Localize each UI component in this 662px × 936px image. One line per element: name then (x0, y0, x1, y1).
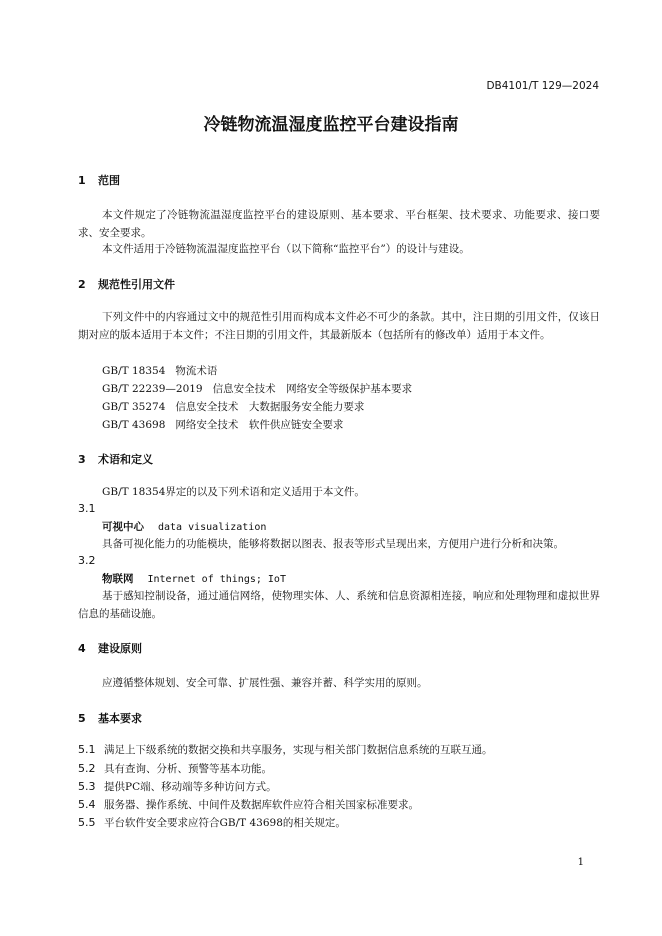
requirement-text: 服务器、操作系统、中间件及数据库软件应符合相关国家标准要求。 (104, 799, 419, 811)
requirement-item (78, 815, 346, 830)
reference-code: GB/T 35274 (102, 401, 166, 413)
paragraph: 应遵循整体规划、安全可靠、扩展性强、兼容并蓄、科学实用的原则。 (102, 677, 428, 689)
document-code: DB4101/T 129—2024 (486, 80, 599, 92)
reference-name: 网络安全技术 软件供应链安全要求 (175, 419, 344, 431)
reference-item (102, 381, 422, 396)
requirement-text: 提供PC端、移动端等多种访问方式。 (104, 781, 277, 793)
reference-item (102, 363, 227, 378)
reference-name: 信息安全技术 网络安全等级保护基本要求 (212, 383, 413, 395)
reference-item (102, 399, 374, 414)
reference-item (102, 417, 353, 432)
reference-code: GB/T 18354 (102, 365, 166, 377)
section-title: 基本要求 (98, 712, 142, 725)
requirement-text: 平台软件安全要求应符合GB/T 43698的相关规定。 (104, 817, 346, 829)
section-heading-1 (78, 172, 120, 188)
reference-name: 物流术语 (175, 365, 218, 377)
requirement-number: 5.1 (78, 743, 96, 756)
page-number: 1 (577, 857, 584, 868)
term-english: data visualization (158, 522, 267, 533)
section-heading-3 (78, 451, 153, 467)
paragraph: 本文件适用于冷链物流温湿度监控平台（以下简称“监控平台”）的设计与建设。 (102, 243, 470, 255)
reference-code: GB/T 22239—2019 (102, 383, 203, 395)
term-entry (102, 519, 266, 534)
section-heading-2 (78, 276, 175, 292)
section-number: 3 (78, 453, 86, 466)
requirement-item (78, 779, 277, 794)
section-number: 1 (78, 174, 86, 187)
term-definition: 基于感知控制设备，通过通信网络，使物理实体、人、系统和信息资源相连接，响应和处理物理和虚拟世界信息的基础设施。 (78, 590, 600, 620)
requirement-number: 5.3 (78, 780, 96, 793)
reference-name: 信息安全技术 大数据服务安全能力要求 (175, 401, 365, 413)
requirement-number: 5.5 (78, 816, 96, 829)
section-heading-4 (78, 640, 142, 656)
section-title: 术语和定义 (98, 453, 153, 466)
term-chinese: 可视中心 (102, 521, 144, 533)
section-title: 范围 (98, 174, 120, 187)
paragraph: 下列文件中的内容通过文中的规范性引用而构成本文件必不可少的条款。其中，注日期的引用文件，仅该日期对应的版本适用于本文件；不注日期的引用文件，其最新版本（包括所有的修改单）适用于本文件。 (78, 311, 600, 341)
term-definition: 具备可视化能力的功能模块，能够将数据以图表、报表等形式呈现出来，方便用户进行分析和决策。 (102, 538, 564, 550)
requirement-item (78, 797, 419, 812)
requirement-number: 5.4 (78, 798, 96, 811)
requirement-text: 满足上下级系统的数据交换和共享服务，实现与相关部门数据信息系统的互联互通。 (104, 744, 493, 756)
section-title: 建设原则 (98, 642, 142, 655)
requirement-item (78, 742, 493, 757)
requirement-item (78, 761, 272, 776)
term-number: 3.1 (78, 502, 96, 515)
section-number: 5 (78, 712, 86, 725)
term-number: 3.2 (78, 554, 96, 567)
section-heading-5 (78, 710, 142, 726)
term-chinese: 物联网 (102, 573, 134, 585)
paragraph: GB/T 18354界定的以及下列术语和定义适用于本文件。 (102, 486, 365, 498)
section-number: 2 (78, 278, 86, 291)
reference-code: GB/T 43698 (102, 419, 166, 431)
term-english: Internet of things; IoT (147, 574, 286, 585)
paragraph: 本文件规定了冷链物流温湿度监控平台的建设原则、基本要求、平台框架、技术要求、功能要求、接口要求、安全要求。 (78, 209, 600, 239)
requirement-number: 5.2 (78, 762, 96, 775)
document-title: 冷链物流温湿度监控平台建设指南 (203, 115, 459, 135)
section-title: 规范性引用文件 (98, 278, 175, 291)
term-entry (102, 571, 286, 586)
requirement-text: 具有查询、分析、预警等基本功能。 (104, 763, 272, 775)
section-number: 4 (78, 642, 86, 655)
